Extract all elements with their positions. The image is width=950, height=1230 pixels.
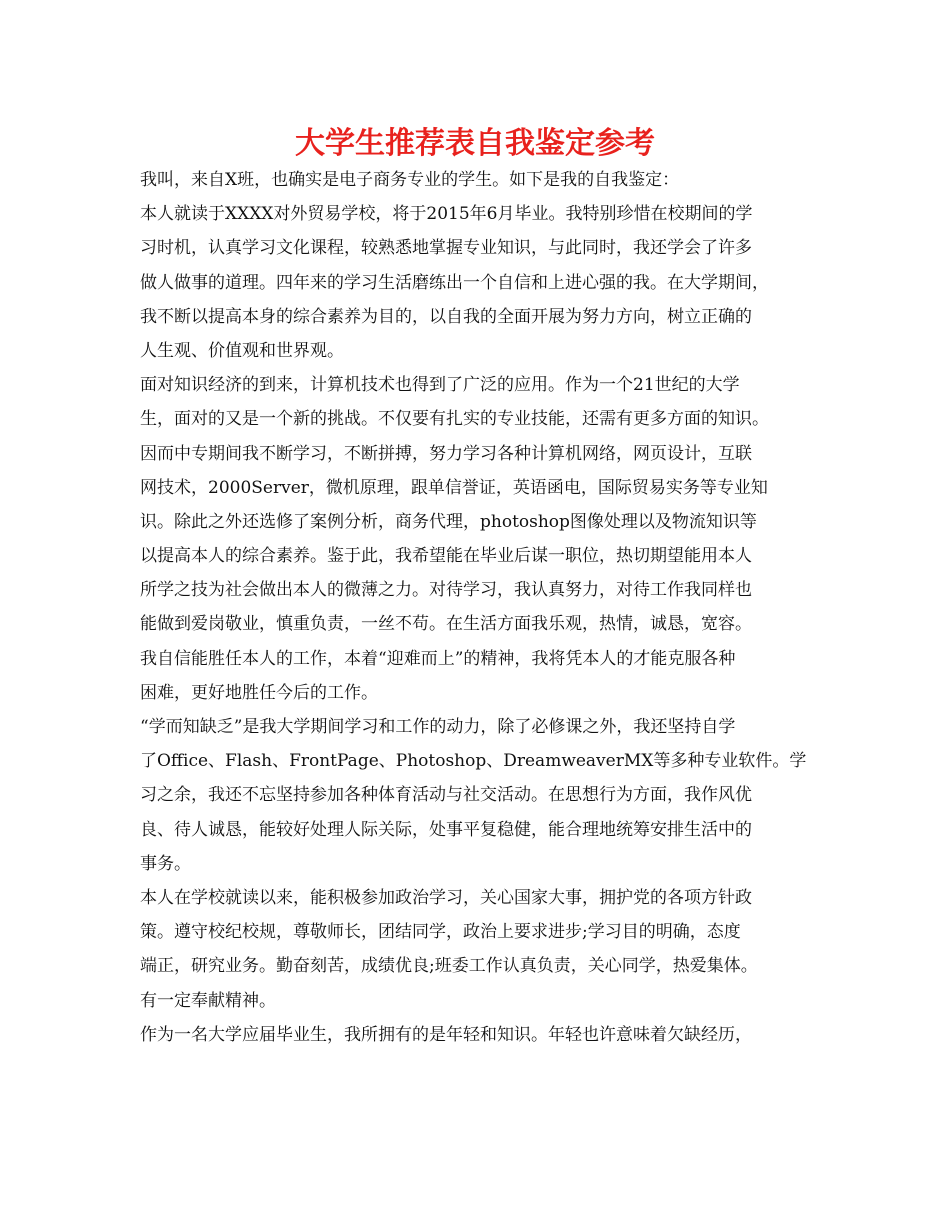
text-line: 困难，更好地胜任今后的工作。 bbox=[140, 682, 378, 703]
text-line: 习之余，我还不忘坚持参加各种体育活动与社交活动。在思想行为方面，我作风优 bbox=[140, 785, 752, 806]
text-line: 了Office、Flash、FrontPage、Photoshop、DreamweaverMX等多种专业软件。学 bbox=[140, 751, 807, 772]
text-line: 本人在学校就读以来，能积极参加政治学习，关心国家大事，拥护党的各项方针政 bbox=[140, 887, 752, 908]
text-line: 做人做事的道理。四年来的学习生活磨练出一个自信和上进心强的我。在大学期间， bbox=[140, 272, 769, 293]
text-line: 事务。 bbox=[140, 853, 191, 874]
text-line: 我叫，来自X班，也确实是电子商务专业的学生。如下是我的自我鉴定： bbox=[140, 170, 680, 190]
text-line: 因而中专期间我不断学习，不断拼搏，努力学习各种计算机网络，网页设计，互联 bbox=[140, 443, 752, 464]
text-line: 面对知识经济的到来，计算机技术也得到了广泛的应用。作为一个21世纪的大学 bbox=[140, 375, 740, 396]
document-title: 大学生推荐表自我鉴定参考 bbox=[295, 126, 655, 161]
document-body bbox=[140, 163, 830, 1052]
text-line: 策。遵守校纪校规，尊敬师长，团结同学，政治上要求进步;学习目的明确，态度 bbox=[140, 922, 741, 943]
text-line: 作为一名大学应届毕业生，我所拥有的是年轻和知识。年轻也许意味着欠缺经历， bbox=[140, 1024, 752, 1045]
text-line: 识。除此之外还选修了案例分析，商务代理，photoshop图像处理以及物流知识等 bbox=[140, 511, 757, 532]
text-line: 有一定奉献精神。 bbox=[140, 990, 276, 1011]
text-line: 我不断以提高本身的综合素养为目的，以自我的全面开展为努力方向，树立正确的 bbox=[140, 306, 752, 327]
text-line: 良、待人诚恳，能较好处理人际关际，处事平复稳健，能合理地统筹安排生活中的 bbox=[140, 819, 752, 840]
text-line: 我自信能胜任本人的工作，本着“迎难而上”的精神，我将凭本人的才能克服各种 bbox=[140, 648, 736, 669]
text-line: 生，面对的又是一个新的挑战。不仅要有扎实的专业技能，还需有更多方面的知识。 bbox=[140, 409, 769, 430]
text-line: “学而知缺乏”是我大学期间学习和工作的动力，除了必修课之外，我还坚持自学 bbox=[140, 717, 736, 737]
text-line: 习时机，认真学习文化课程，较熟悉地掌握专业知识，与此同时，我还学会了许多 bbox=[140, 238, 752, 259]
text-line: 所学之技为社会做出本人的微薄之力。对待学习，我认真努力，对待工作我同样也 bbox=[140, 580, 752, 601]
text-line: 能做到爱岗敬业，慎重负责，一丝不苟。在生活方面我乐观，热情，诚恳，宽容。 bbox=[140, 614, 752, 635]
text-line: 人生观、价值观和世界观。 bbox=[140, 340, 344, 361]
text-line: 以提高本人的综合素养。鉴于此，我希望能在毕业后谋一职位，热切期望能用本人 bbox=[140, 546, 752, 567]
text-line: 端正，研究业务。勤奋刻苦，成绩优良;班委工作认真负责，关心同学，热爱集体。 bbox=[140, 956, 758, 977]
text-line: 网技术，2000Server，微机原理，跟单信誉证，英语函电，国际贸易实务等专业知 bbox=[140, 477, 768, 498]
text-line: 本人就读于XXXX对外贸易学校，将于2015年6月毕业。我特别珍惜在校期间的学 bbox=[140, 204, 753, 225]
